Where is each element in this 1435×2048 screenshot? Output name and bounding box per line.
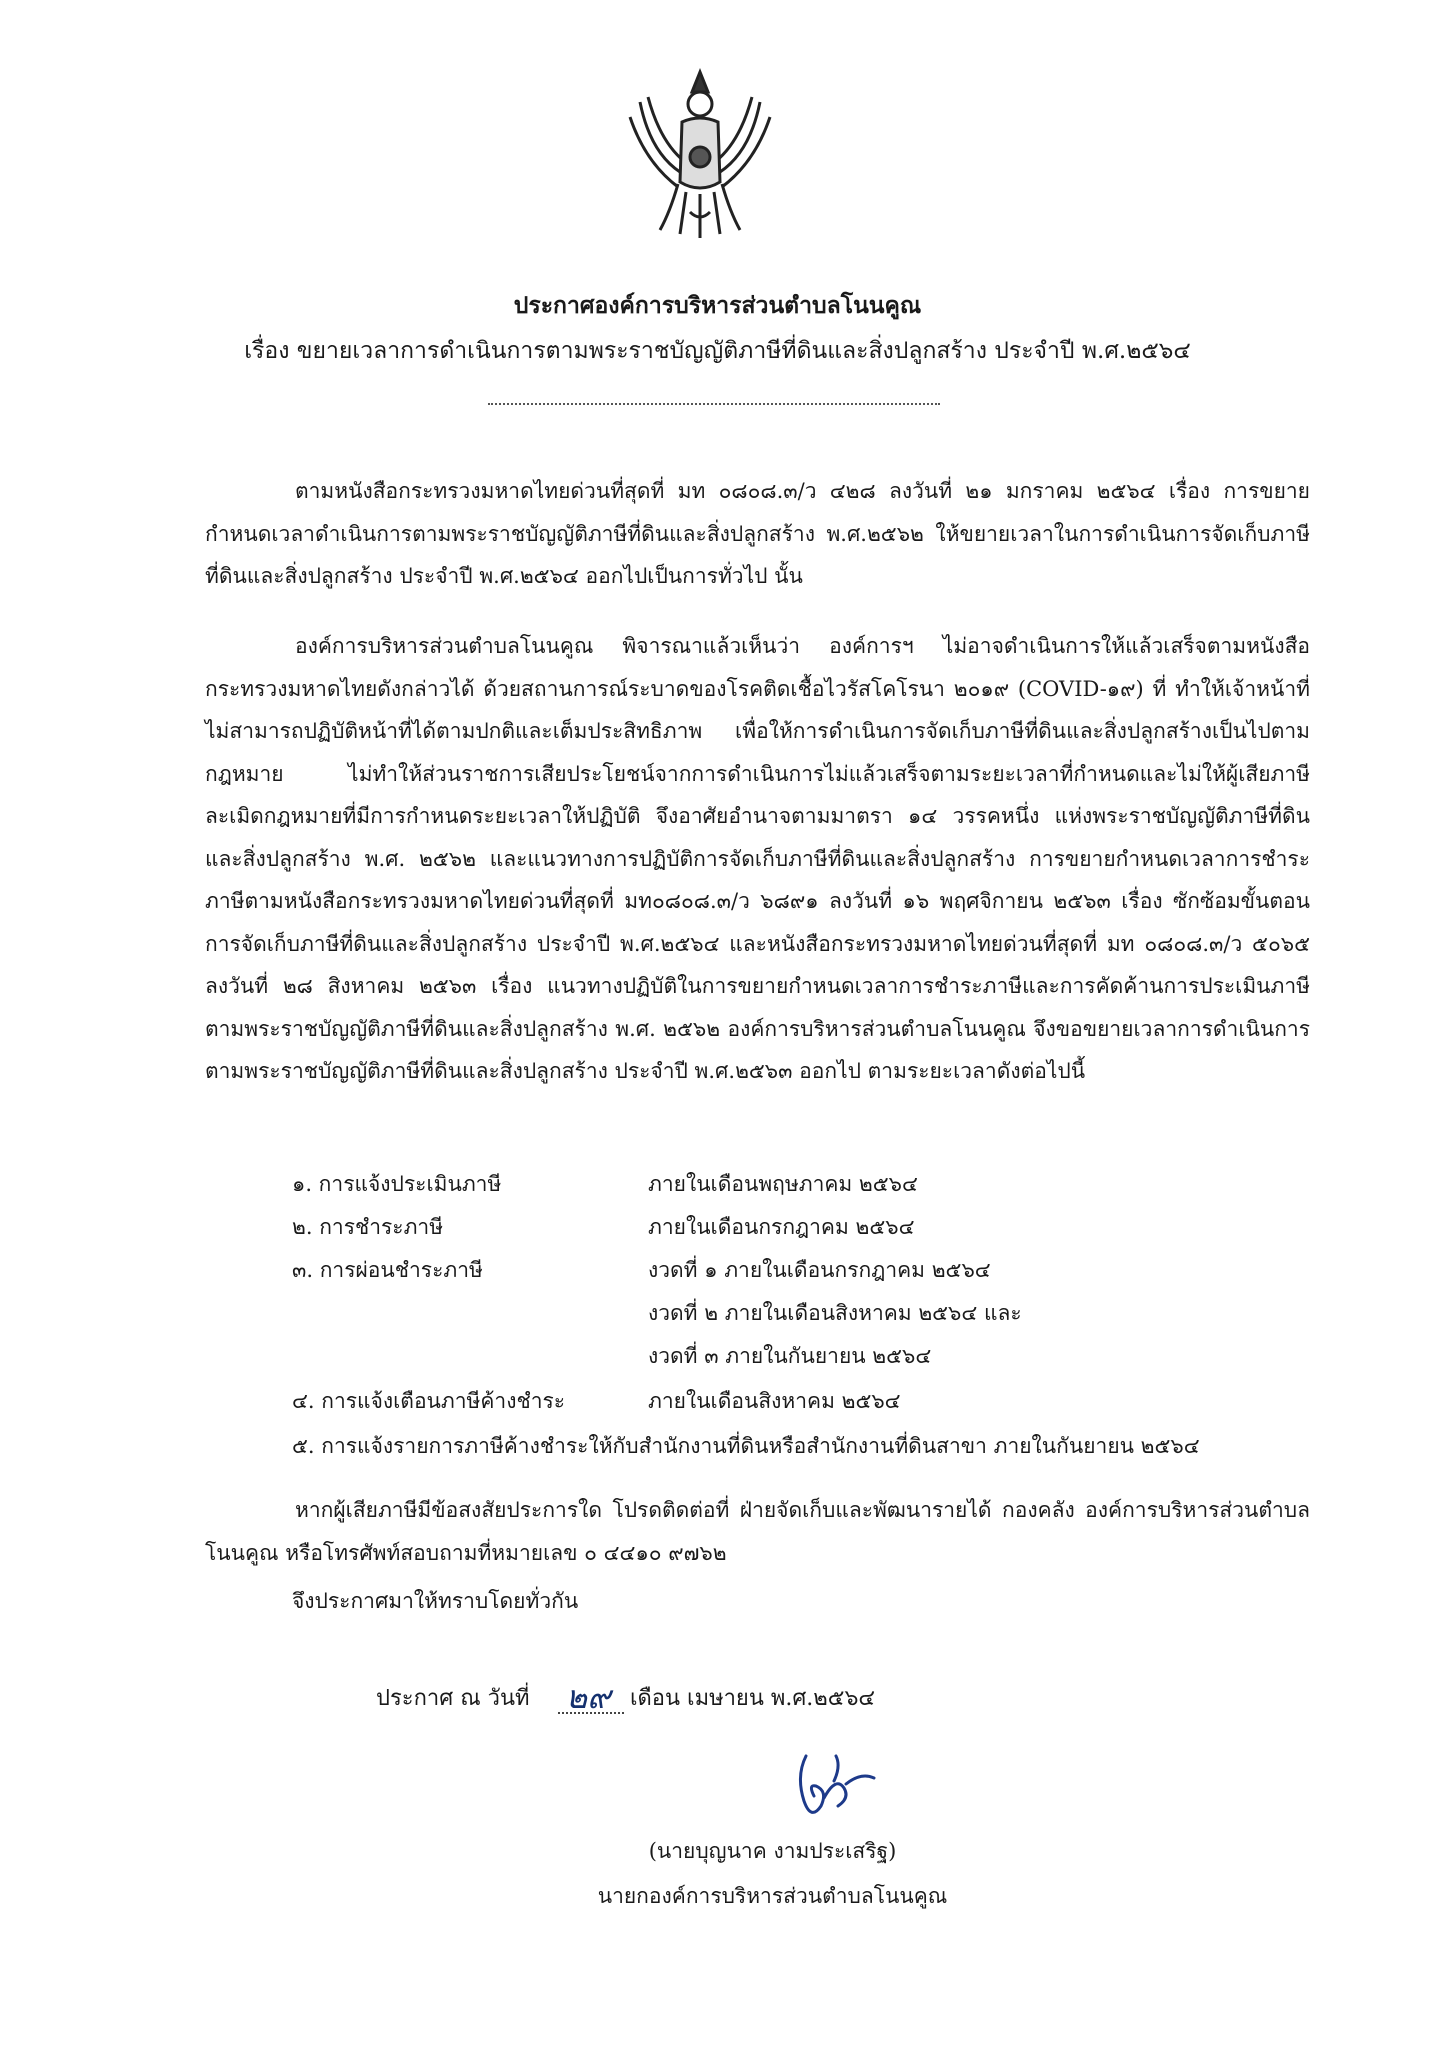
- schedule-value-3c: งวดที่ ๓ ภายในกันยายน ๒๕๖๔: [648, 1344, 932, 1368]
- closing-line: จึงประกาศมาให้ทราบโดยทั่วกัน: [292, 1589, 579, 1613]
- schedule-label-3: ๓. การผ่อนชำระภาษี: [292, 1258, 483, 1282]
- date-day-line: [558, 1712, 624, 1714]
- paragraph-reason: องค์การบริหารส่วนตำบลโนนคูณ พิจารณาแล้วเห็นว่า องค์การฯ ไม่อาจดำเนินการให้แล้วเสร็จตามหนังสือกระทรวงมหาดไทยดังกล่าวได้ ด้วยสถานการณ์ระบาดของโรคติดเชื้อไวรัสโคโรนา ๒๐๑๙ (COVID-๑๙) ที่ ทำให้เจ้าหน้าที่ไม่สามารถปฏิบัติหน้าที่ได้ตามปกติและเต็มประสิทธิภาพ เพื่อให้การดำเนินการจัดเก็บภาษีที่ดินและสิ่งปลูกสร้างเป็นไปตามกฎหมาย ไม่ทำให้ส่วนราชการเสียประโยชน์จากการดำเนินการไม่แล้วเสร็จตามระยะเวลาที่กำหนดและไม่ให้ผู้เสียภาษีละเมิดกฎหมายที่มีการกำหนดระยะเวลาให้ปฏิบัติ จึงอาศัยอำนาจตามมาตรา ๑๔ วรรคหนึ่ง แห่งพระราชบัญญัติภาษีที่ดินและสิ่งปลูกสร้าง พ.ศ. ๒๕๖๒ และแนวทางการปฏิบัติการจัดเก็บภาษีที่ดินและสิ่งปลูกสร้าง การขยายกำหนดเวลาการชำระภาษีตามหนังสือกระทรวงมหาดไทยด่วนที่สุดที่ มท๐๘๐๘.๓/ว ๖๘๙๑ ลงวันที่ ๑๖ พฤศจิกายน ๒๕๖๓ เรื่อง ซักซ้อมขั้นตอนการจัดเก็บภาษีที่ดินและสิ่งปลูกสร้าง ประจำปี พ.ศ.๒๕๖๔ และหนังสือกระทรวงมหาดไทยด่วนที่สุดที่ มท ๐๘๐๘.๓/ว ๕๐๖๕ ลงวันที่ ๒๘ สิงหาคม ๒๕๖๓ เรื่อง แนวทางปฏิบัติในการขยายกำหนดเวลาการชำระภาษีและการคัดค้านการประเมินภาษีตามพระราชบัญญัติภาษีที่ดินและสิ่งปลูกสร้าง พ.ศ. ๒๕๖๒ องค์การบริหารส่วนตำบลโนนคูณ จึงขอขยายเวลาการดำเนินการตามพระราชบัญญัติภาษีที่ดินและสิ่งปลูกสร้าง ประจำปี พ.ศ.๒๕๖๓ ออกไป ตามระยะเวลาดังต่อไปนี้: [205, 634, 1310, 1083]
- schedule-value-1: ภายในเดือนพฤษภาคม ๒๕๖๔: [648, 1172, 918, 1196]
- schedule-label-2: ๒. การชำระภาษี: [292, 1215, 444, 1239]
- signer-title: นายกองค์การบริหารส่วนตำบลโนนคูณ: [597, 1884, 948, 1908]
- schedule-item-5: ๕. การแจ้งรายการภาษีค้างชำระให้กับสำนักงานที่ดินหรือสำนักงานที่ดินสาขา ภายในกันยายน ๒๕๖๔: [292, 1434, 1200, 1458]
- schedule-value-3: งวดที่ ๑ ภายในเดือนกรกฎาคม ๒๕๖๔: [648, 1258, 991, 1282]
- announcement-subject: เรื่อง ขยายเวลาการดำเนินการตามพระราชบัญญัติภาษีที่ดินและสิ่งปลูกสร้าง ประจำปี พ.ศ.๒๕๖๔: [244, 338, 1191, 364]
- schedule-value-2: ภายในเดือนกรกฎาคม ๒๕๖๔: [648, 1215, 915, 1239]
- date-prefix: ประกาศ ณ วันที่: [376, 1686, 530, 1711]
- schedule-label-1: ๑. การแจ้งประเมินภาษี: [292, 1172, 502, 1196]
- paragraph-reference: ตามหนังสือกระทรวงมหาดไทยด่วนที่สุดที่ มท ๐๘๐๘.๓/ว ๔๒๘ ลงวันที่ ๒๑ มกราคม ๒๕๖๔ เรื่อง การขยายกำหนดเวลาดำเนินการตามพระราชบัญญัติภาษีที่ดินและสิ่งปลูกสร้าง พ.ศ.๒๕๖๒ ให้ขยายเวลาในการดำเนินการจัดเก็บภาษีที่ดินและสิ่งปลูกสร้าง ประจำปี พ.ศ.๒๕๖๔ ออกไปเป็นการทั่วไป นั้น: [205, 479, 1310, 588]
- date-day-handwritten: ๒๙: [566, 1678, 611, 1716]
- announcement-title: ประกาศองค์การบริหารส่วนตำบลโนนคูณ: [513, 292, 922, 319]
- schedule-value-3b: งวดที่ ๒ ภายในเดือนสิงหาคม ๒๕๖๔ และ: [648, 1301, 1022, 1325]
- schedule-value-4: ภายในเดือนสิงหาคม ๒๕๖๔: [648, 1389, 901, 1413]
- garuda-emblem-icon: [620, 62, 780, 242]
- signer-name: (นายบุญนาค งามประเสริฐ): [648, 1839, 897, 1863]
- paragraph-contact: หากผู้เสียภาษีมีข้อสงสัยประการใด โปรดติดต่อที่ ฝ่ายจัดเก็บและพัฒนารายได้ กองคลัง องค์การบริหารส่วนตำบลโนนคูณ หรือโทรศัพท์สอบถามที่หมายเลข ๐ ๔๔๑๐ ๙๗๖๒: [205, 1498, 1310, 1565]
- handwritten-signature-icon: [766, 1736, 886, 1844]
- divider: [488, 403, 940, 405]
- schedule-label-4: ๔. การแจ้งเตือนภาษีค้างชำระ: [292, 1389, 566, 1413]
- date-month-year: เดือน เมษายน พ.ศ.๒๕๖๔: [630, 1686, 876, 1711]
